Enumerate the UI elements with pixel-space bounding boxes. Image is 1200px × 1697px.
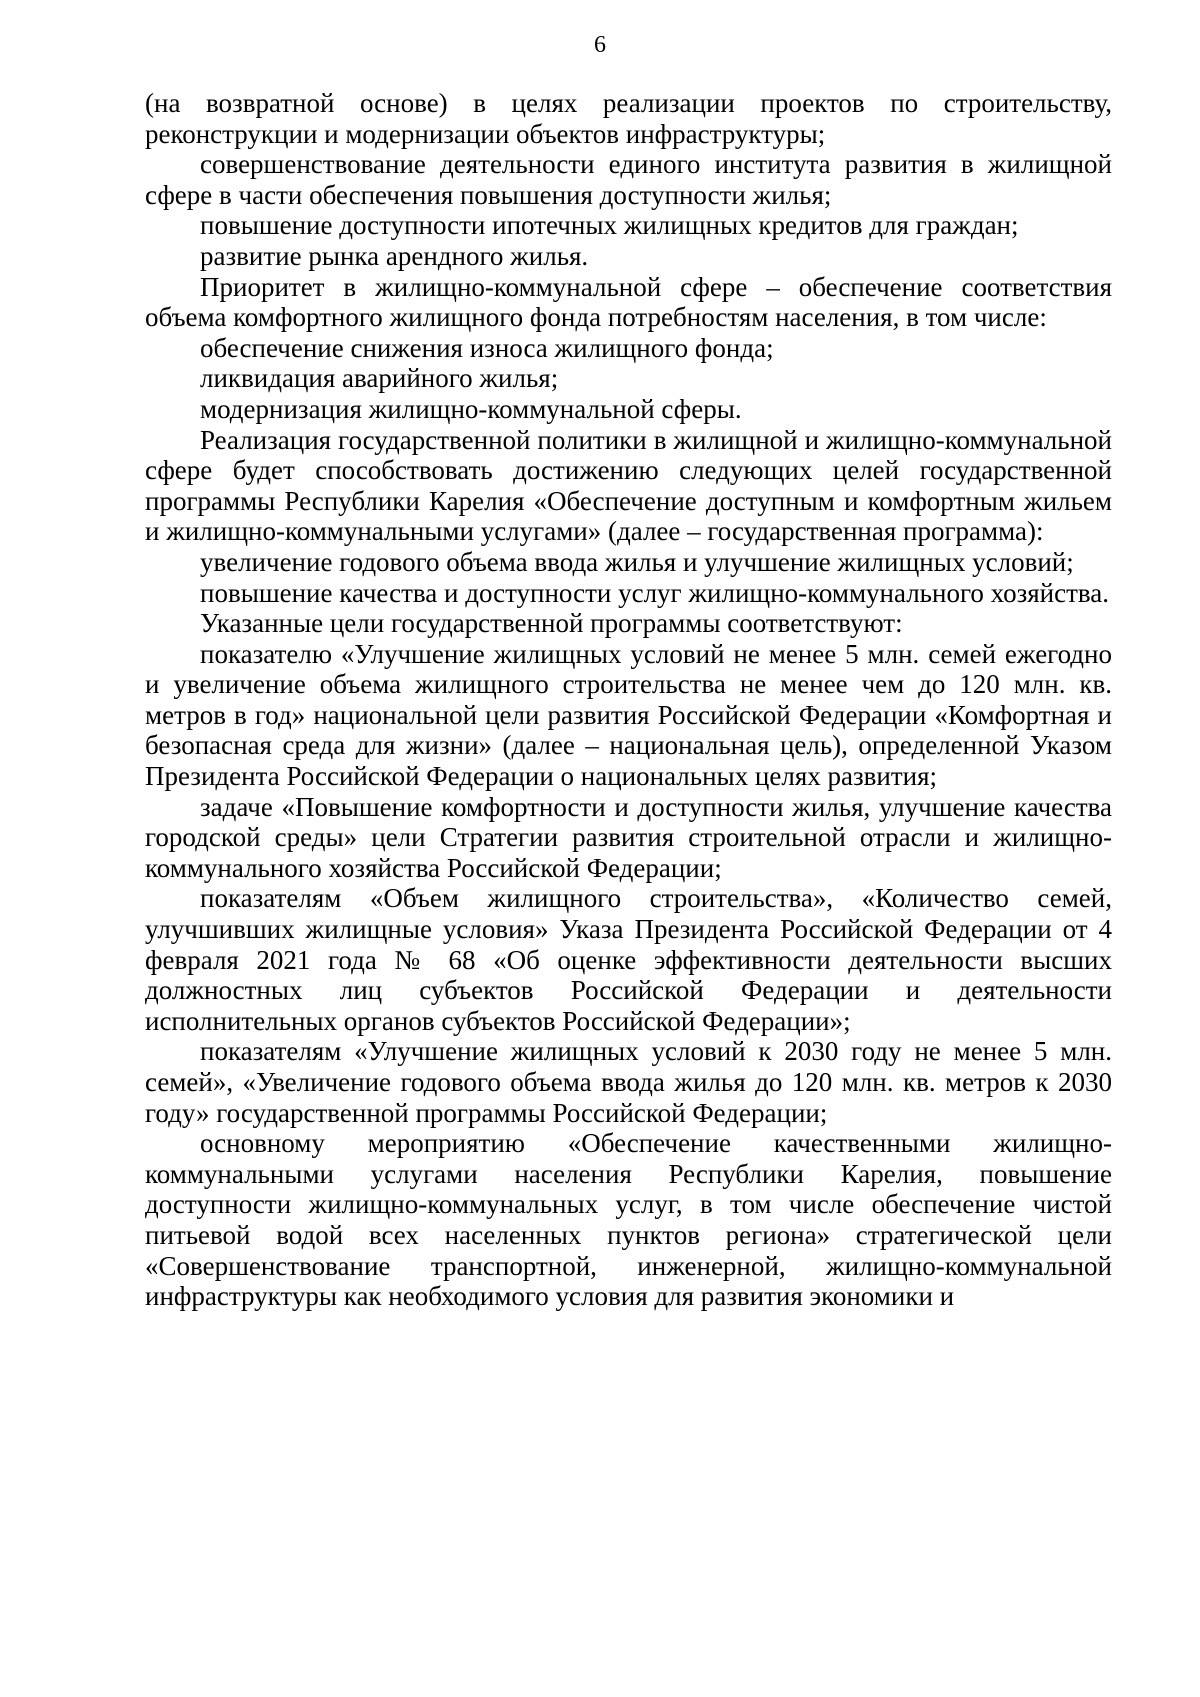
paragraph-4: развитие рынка арендного жилья. <box>200 240 589 271</box>
paragraph-9: Реализация государственной политики в жилищной и жилищно-коммунальной сфере будет способствовать достижению следующих целей государственной программы Республики Карелия «Обеспечение доступным и комфортным жильем и жилищно-коммунальными услугами» (далее – государственная программа): <box>145 424 1112 547</box>
paragraph-3: повышение доступности ипотечных жилищных кредитов для граждан; <box>200 210 1019 241</box>
page-number: 6 <box>594 32 606 58</box>
paragraph-14: задаче «Повышение комфортности и доступности жилья, улучшение качества городской среды» цели Стратегии развития строительной отрасли и жилищно-коммунального хозяйства Российской Федерации; <box>145 791 1112 883</box>
paragraph-5: Приоритет в жилищно-коммунальной сфере – обеспечение соответствия объема комфортного жилищного фонда потребностям населения, в том числе: <box>145 271 1112 333</box>
paragraph-16: показателям «Улучшение жилищных условий к 2030 году не менее 5 млн. семей», «Увеличение годового объема ввода жилья до 120 млн. кв. метров к 2030 году» государственной программы Российской Федерации; <box>145 1036 1112 1128</box>
paragraph-7: ликвидация аварийного жилья; <box>200 363 559 394</box>
paragraph-8: модернизация жилищно-коммунальной сферы. <box>200 393 742 424</box>
paragraph-15: показателям «Объем жилищного строительства», «Количество семей, улучшивших жилищные условия» Указа Президента Российской Федерации от 4 февраля 2021 года № 68 «Об оценке эффективности деятельности высших должностных лиц субъектов Российской Федерации и деятельности исполнительных органов субъектов Российской Федерации»; <box>145 883 1112 1036</box>
paragraph-13: показателю «Улучшение жилищных условий не менее 5 млн. семей ежегодно и увеличение объема жилищного строительства не менее чем до 120 млн. кв. метров в год» национальной цели развития Российской Федерации «Комфортная и безопасная среда для жизни» (далее – национальная цель), определенной Указом Президента Российской Федерации о национальных целях развития; <box>145 638 1112 792</box>
paragraph-11: повышение качества и доступности услуг жилищно-коммунального хозяйства. <box>200 577 1110 608</box>
paragraph-6: обеспечение снижения износа жилищного фонда; <box>200 332 774 363</box>
paragraph-1: (на возвратной основе) в целях реализации проектов по строительству, реконструкции и модернизации объектов инфраструктуры; <box>145 88 1112 149</box>
document-body <box>145 88 1112 1312</box>
paragraph-17: основному мероприятию «Обеспечение качественными жилищно-коммунальными услугами населения Республики Карелия, повышение доступности жилищно-коммунальных услуг, в том числе обеспечение чистой питьевой водой всех населенных пунктов региона» стратегической цели «Совершенствование транспортной, инженерной, жилищно-коммунальной инфраструктуры как необходимого условия для развития экономики и <box>145 1128 1112 1312</box>
paragraph-10: увеличение годового объема ввода жилья и улучшение жилищных условий; <box>200 546 1074 577</box>
paragraph-2: совершенствование деятельности единого института развития в жилищной сфере в части обеспечения повышения доступности жилья; <box>145 149 1112 210</box>
paragraph-12: Указанные цели государственной программы соответствуют: <box>200 608 903 639</box>
